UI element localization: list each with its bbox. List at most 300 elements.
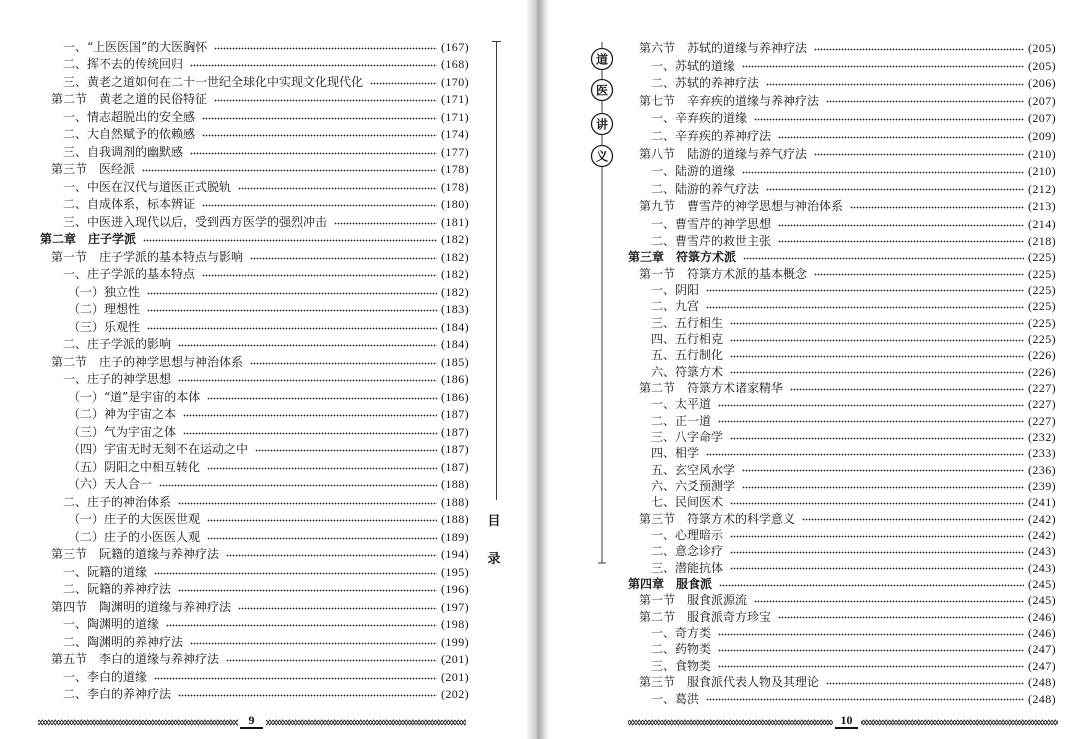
toc-item-entry <box>545 314 1056 330</box>
toc-entry-title: 二、辛弃疾的养神疗法 <box>651 128 772 143</box>
toc-subitem-entry <box>0 476 469 494</box>
page-number: 9 <box>240 714 263 729</box>
toc-entry-page-number: (243) <box>1028 560 1056 575</box>
toc-entry-page-number: (226) <box>1028 364 1056 379</box>
toc-entry-title: 一、心理暗示 <box>651 528 724 543</box>
toc-item-entry <box>545 162 1056 180</box>
toc-entry-page-number: (248) <box>1028 691 1056 706</box>
dot-leader <box>790 380 1024 396</box>
side-rule <box>496 41 497 500</box>
toc-entry-page-number: (242) <box>1028 528 1056 543</box>
toc-entry-page-number: (189) <box>441 529 469 544</box>
toc-entry-title: 第二节 符箓方术诸家精华 <box>639 380 784 395</box>
dot-leader <box>706 690 1024 706</box>
toc-entry-title: 第三节 服食派代表人物及其理论 <box>639 675 820 690</box>
toc-entry-title: 一、陆游的道缘 <box>651 164 736 179</box>
toc-entry-title: 第九节 曹雪芹的神学思想与神治体系 <box>639 199 844 214</box>
dot-leader <box>766 180 1024 198</box>
toc-entry-page-number: (167) <box>441 39 469 54</box>
toc-section-entry <box>0 91 469 109</box>
toc-entry-title: 第三节 阮籍的道缘与养神疗法 <box>51 547 220 562</box>
dot-leader <box>178 493 437 511</box>
dot-leader <box>814 145 1024 163</box>
dot-leader <box>730 331 1024 347</box>
toc-entry-page-number: (178) <box>441 179 469 194</box>
toc-item-entry <box>545 298 1056 314</box>
toc-entry-title: 二、正一道 <box>651 413 712 428</box>
toc-entry-title: 二、苏轼的养神疗法 <box>651 76 760 91</box>
toc-entry-page-number: (184) <box>441 319 469 334</box>
toc-entry-page-number: (225) <box>1028 282 1056 297</box>
toc-entry-title: 二、大自然赋予的依赖感 <box>63 127 196 142</box>
badge-char: 义 <box>595 149 609 164</box>
toc-item-entry <box>0 336 469 354</box>
dot-leader <box>706 282 1024 298</box>
toc-item-entry <box>545 462 1056 478</box>
toc-entry-page-number: (171) <box>441 109 469 124</box>
toc-entry-title: 第三节 符箓方术的科学意义 <box>639 511 796 526</box>
toc-item-entry <box>0 493 469 511</box>
toc-item-entry <box>0 686 469 704</box>
toc-entry-page-number: (181) <box>441 214 469 229</box>
dot-leader <box>730 543 1024 559</box>
toc-item-entry <box>545 543 1056 559</box>
dot-leader <box>742 57 1024 75</box>
toc-item-entry <box>545 641 1056 657</box>
toc-entry-page-number: (188) <box>441 494 469 509</box>
toc-subitem-entry <box>0 423 469 441</box>
toc-entry-title: 二、李白的养神疗法 <box>63 687 172 702</box>
badge-char: 道 <box>595 52 609 67</box>
dot-leader <box>207 388 437 406</box>
toc-entry-title: 五、五行制化 <box>651 348 724 363</box>
toc-entry-title: 三、黄老之道如何在二十一世纪全球化中实现文化现代化 <box>63 74 364 89</box>
dot-leader <box>143 231 437 249</box>
toc-entry-page-number: (245) <box>1028 593 1056 608</box>
toc-subitem-entry <box>0 283 469 301</box>
dot-leader <box>202 126 437 144</box>
toc-entry-page-number: (174) <box>441 127 469 142</box>
toc-entry-page-number: (239) <box>1028 479 1056 494</box>
toc-entry-title: 第三节 医经派 <box>51 162 136 177</box>
toc-item-entry <box>0 563 469 581</box>
dot-leader <box>202 266 437 284</box>
dot-leader <box>778 215 1024 233</box>
dot-leader <box>190 143 437 161</box>
toc-subitem-entry <box>0 511 469 529</box>
toc-chapter-entry <box>545 576 1056 592</box>
toc-entry-page-number: (236) <box>1028 462 1056 477</box>
toc-item-entry <box>0 108 469 126</box>
toc-entry-title: 三、自我调剂的幽默感 <box>63 144 184 159</box>
toc-section-entry <box>545 609 1056 625</box>
toc-entry-page-number: (247) <box>1028 642 1056 657</box>
toc-entry-title: （五）阴阳之中相互转化 <box>68 459 201 474</box>
toc-entry-title: 第五节 李白的道缘与养神疗法 <box>51 652 220 667</box>
toc-entry-title: 三、五行相生 <box>651 315 724 330</box>
dot-leader <box>190 633 437 651</box>
toc-section-entry <box>545 92 1056 110</box>
toc-entry-page-number: (168) <box>441 57 469 72</box>
toc-entry-page-number: (248) <box>1028 675 1056 690</box>
toc-entry-title: 第二节 庄子的神学思想与神治体系 <box>51 354 244 369</box>
toc-section-entry <box>545 39 1056 57</box>
dot-leader <box>718 625 1024 641</box>
toc-entry-page-number: (214) <box>1028 216 1056 231</box>
toc-item-entry <box>0 56 469 74</box>
toc-item-entry <box>545 625 1056 641</box>
dot-leader <box>178 686 437 704</box>
toc-entry-page-number: (227) <box>1028 413 1056 428</box>
dot-leader <box>742 462 1024 478</box>
dot-leader <box>250 248 437 266</box>
dot-leader <box>718 641 1024 657</box>
toc-entry-title: 第七节 辛弃疾的道缘与养神疗法 <box>639 93 820 108</box>
dot-leader <box>226 651 437 669</box>
toc-entry-page-number: (241) <box>1028 495 1056 510</box>
toc-entry-title: 第二节 服食派奇方珍宝 <box>639 609 772 624</box>
toc-entry-page-number: (232) <box>1028 430 1056 445</box>
toc-item-entry <box>545 74 1056 92</box>
toc-entry-page-number: (225) <box>1028 250 1056 265</box>
toc-item-entry <box>545 690 1056 706</box>
toc-item-entry <box>545 215 1056 233</box>
toc-entry-title: 第六节 苏轼的道缘与养神疗法 <box>639 40 808 55</box>
dot-leader <box>743 249 1024 265</box>
toc-entry-page-number: (246) <box>1028 609 1056 624</box>
toc-item-entry <box>0 143 469 161</box>
toc-entry-title: 一、阮籍的道缘 <box>63 564 148 579</box>
dot-leader <box>147 301 437 319</box>
dot-leader <box>754 592 1024 608</box>
toc-item-entry <box>545 347 1056 363</box>
table-of-contents-left <box>0 38 469 703</box>
dot-leader <box>718 413 1024 429</box>
dot-leader <box>814 39 1024 57</box>
toc-entry-title: （三）乐观性 <box>68 319 141 334</box>
dot-leader <box>250 353 437 371</box>
toc-item-entry <box>545 331 1056 347</box>
dot-leader <box>730 527 1024 543</box>
toc-entry-title: 第一节 符箓方术派的基本概念 <box>639 266 808 281</box>
toc-entry-title: 一、中医在汉代与道医正式脱轨 <box>63 179 232 194</box>
toc-entry-page-number: (177) <box>441 144 469 159</box>
dot-leader <box>802 511 1024 527</box>
toc-entry-title: 二、庄子学派的影响 <box>63 337 172 352</box>
dot-leader <box>214 38 437 56</box>
toc-entry-title: 第二章 庄子学派 <box>40 232 137 247</box>
toc-entry-title: 二、阮籍的养神疗法 <box>63 582 172 597</box>
toc-entry-page-number: (247) <box>1028 658 1056 673</box>
toc-entry-page-number: (199) <box>441 634 469 649</box>
dot-leader <box>214 91 437 109</box>
toc-item-entry <box>545 363 1056 379</box>
dot-leader <box>718 658 1024 674</box>
footer-chain-band <box>861 719 1058 726</box>
toc-entry-page-number: (180) <box>441 197 469 212</box>
left-page <box>0 0 526 739</box>
toc-entry-page-number: (185) <box>441 354 469 369</box>
toc-section-entry <box>0 353 469 371</box>
toc-entry-page-number: (182) <box>441 267 469 282</box>
dot-leader <box>742 162 1024 180</box>
right-page <box>545 0 1083 739</box>
toc-entry-title: （二）庄子的小医医人观 <box>68 529 201 544</box>
dot-leader <box>154 668 437 686</box>
toc-entry-page-number: (170) <box>441 74 469 89</box>
toc-entry-page-number: (187) <box>441 407 469 422</box>
dot-leader <box>154 563 437 581</box>
footer-chain-band <box>628 719 833 726</box>
toc-entry-title: 七、民间医术 <box>651 495 724 510</box>
toc-section-entry <box>545 198 1056 216</box>
toc-entry-title: 六、六爻预测学 <box>651 479 736 494</box>
toc-entry-title: 二、庄子的神治体系 <box>63 494 172 509</box>
toc-entry-page-number: (186) <box>441 389 469 404</box>
toc-item-entry <box>545 396 1056 412</box>
toc-subitem-entry <box>0 301 469 319</box>
contents-label-char: 录 <box>487 552 501 567</box>
toc-section-entry <box>0 161 469 179</box>
toc-section-entry <box>545 145 1056 163</box>
toc-entry-title: 六、符箓方术 <box>651 364 724 379</box>
toc-item-entry <box>545 282 1056 298</box>
toc-section-entry <box>545 380 1056 396</box>
toc-entry-page-number: (218) <box>1028 233 1056 248</box>
dot-leader <box>207 511 437 529</box>
toc-entry-title: 一、“上医医国”的大医胸怀 <box>63 39 208 54</box>
dot-leader <box>334 213 437 231</box>
toc-entry-page-number: (243) <box>1028 544 1056 559</box>
dot-leader <box>730 347 1024 363</box>
toc-item-entry <box>0 266 469 284</box>
toc-section-entry <box>545 592 1056 608</box>
toc-chapter-entry <box>545 249 1056 265</box>
toc-entry-title: （一）庄子的大医医世观 <box>68 512 201 527</box>
toc-entry-title: 一、陶渊明的道缘 <box>63 617 160 632</box>
toc-entry-page-number: (212) <box>1028 181 1056 196</box>
dot-leader <box>142 161 437 179</box>
toc-entry-page-number: (207) <box>1028 111 1056 126</box>
toc-item-entry <box>545 527 1056 543</box>
toc-entry-page-number: (184) <box>441 337 469 352</box>
toc-entry-page-number: (187) <box>441 424 469 439</box>
toc-item-entry <box>545 478 1056 494</box>
toc-entry-page-number: (206) <box>1028 76 1056 91</box>
toc-entry-title: 一、庄子学派的基本特点 <box>63 267 196 282</box>
dot-leader <box>730 494 1024 510</box>
toc-entry-page-number: (194) <box>441 547 469 562</box>
toc-entry-title: （六）天人合一 <box>68 477 153 492</box>
dot-leader <box>706 298 1024 314</box>
toc-entry-page-number: (225) <box>1028 331 1056 346</box>
toc-entry-title: 三、八字命学 <box>651 430 724 445</box>
toc-section-entry <box>545 511 1056 527</box>
toc-entry-page-number: (195) <box>441 564 469 579</box>
dot-leader <box>178 336 437 354</box>
toc-entry-title: （一）“道”是宇宙的本体 <box>68 389 201 404</box>
toc-section-entry <box>0 598 469 616</box>
dot-leader <box>202 108 437 126</box>
dot-leader <box>778 609 1024 625</box>
toc-section-entry <box>0 546 469 564</box>
toc-entry-page-number: (245) <box>1028 577 1056 592</box>
toc-entry-title: 三、潜能抗体 <box>651 560 724 575</box>
toc-subitem-entry <box>0 406 469 424</box>
toc-section-entry <box>0 248 469 266</box>
dot-leader <box>178 371 437 389</box>
toc-entry-page-number: (225) <box>1028 299 1056 314</box>
toc-entry-title: 二、自成体系，标本辨证 <box>63 197 196 212</box>
toc-entry-page-number: (187) <box>441 459 469 474</box>
toc-item-entry <box>0 38 469 56</box>
dot-leader <box>147 318 437 336</box>
toc-item-entry <box>545 560 1056 576</box>
toc-entry-title: （二）理想性 <box>68 302 141 317</box>
toc-entry-title: 二、陆游的养气疗法 <box>651 181 760 196</box>
toc-entry-title: 第四章 服食派 <box>628 577 713 592</box>
toc-item-entry <box>545 110 1056 128</box>
toc-entry-title: （四）宇宙无时无刻不在运动之中 <box>68 442 249 457</box>
toc-entry-title: 一、李白的道缘 <box>63 669 148 684</box>
toc-entry-page-number: (209) <box>1028 128 1056 143</box>
toc-item-entry <box>0 178 469 196</box>
footer-chain-band <box>266 719 466 726</box>
toc-chapter-entry <box>0 231 469 249</box>
toc-entry-page-number: (227) <box>1028 380 1056 395</box>
toc-entry-page-number: (196) <box>441 582 469 597</box>
toc-item-entry <box>0 581 469 599</box>
toc-entry-page-number: (182) <box>441 249 469 264</box>
dot-leader <box>742 478 1024 494</box>
dot-leader <box>706 445 1024 461</box>
toc-entry-title: 一、太平道 <box>651 397 712 412</box>
toc-section-entry <box>0 651 469 669</box>
toc-entry-title: 二、曹雪芹的救世主张 <box>651 233 772 248</box>
toc-entry-page-number: (201) <box>441 669 469 684</box>
toc-entry-page-number: (187) <box>441 442 469 457</box>
toc-entry-page-number: (205) <box>1028 58 1056 73</box>
toc-subitem-entry <box>0 458 469 476</box>
dot-leader <box>814 265 1024 281</box>
toc-item-entry <box>0 73 469 91</box>
toc-item-entry <box>545 445 1056 461</box>
toc-item-entry <box>0 616 469 634</box>
toc-entry-title: 一、阴阳 <box>651 282 700 297</box>
toc-item-entry <box>0 633 469 651</box>
toc-entry-page-number: (205) <box>1028 40 1056 55</box>
toc-entry-title: 一、情志超脱出的安全感 <box>63 109 196 124</box>
toc-entry-page-number: (225) <box>1028 315 1056 330</box>
dot-leader <box>826 92 1024 110</box>
badge-char: 医 <box>595 83 609 98</box>
dot-leader <box>207 528 437 546</box>
toc-entry-page-number: (227) <box>1028 397 1056 412</box>
dot-leader <box>730 314 1024 330</box>
toc-entry-title: 一、葛洪 <box>651 691 700 706</box>
toc-item-entry <box>545 127 1056 145</box>
dot-leader <box>178 581 437 599</box>
toc-entry-page-number: (182) <box>441 232 469 247</box>
toc-entry-page-number: (171) <box>441 92 469 107</box>
toc-item-entry <box>0 196 469 214</box>
footer-ornament <box>0 712 526 736</box>
dot-leader <box>730 560 1024 576</box>
dot-leader <box>166 616 437 634</box>
toc-entry-title: 第四节 陶渊明的道缘与养神疗法 <box>51 599 232 614</box>
toc-entry-title: 第一节 庄子学派的基本特点与影响 <box>51 249 244 264</box>
dot-leader <box>190 56 437 74</box>
toc-entry-page-number: (178) <box>441 162 469 177</box>
toc-entry-page-number: (226) <box>1028 348 1056 363</box>
toc-subitem-entry <box>0 388 469 406</box>
toc-entry-page-number: (225) <box>1028 266 1056 281</box>
dot-leader <box>766 74 1024 92</box>
toc-item-entry <box>0 126 469 144</box>
toc-entry-title: 第二节 黄老之道的民俗特征 <box>51 92 208 107</box>
dot-leader <box>718 396 1024 412</box>
badge-char: 讲 <box>595 117 609 132</box>
toc-entry-title: （二）神为宇宙之本 <box>68 407 177 422</box>
dot-leader <box>730 363 1024 379</box>
toc-item-entry <box>545 233 1056 249</box>
dot-leader <box>238 178 437 196</box>
footer-ornament <box>545 712 1065 736</box>
toc-subitem-entry <box>0 318 469 336</box>
toc-entry-page-number: (233) <box>1028 446 1056 461</box>
toc-item-entry <box>545 413 1056 429</box>
toc-entry-page-number: (246) <box>1028 626 1056 641</box>
toc-item-entry <box>545 429 1056 445</box>
toc-entry-page-number: (210) <box>1028 146 1056 161</box>
toc-item-entry <box>0 668 469 686</box>
contents-label-char: 目 <box>487 514 501 529</box>
toc-entry-page-number: (213) <box>1028 199 1056 214</box>
toc-entry-title: 二、挥不去的传统回归 <box>63 57 184 72</box>
toc-entry-title: 一、奇方类 <box>651 626 712 641</box>
dot-leader <box>850 198 1024 216</box>
toc-section-entry <box>545 265 1056 281</box>
toc-entry-page-number: (198) <box>441 617 469 632</box>
toc-entry-title: 二、陶渊明的养神疗法 <box>63 634 184 649</box>
toc-entry-title: （三）气为宇宙之体 <box>68 424 177 439</box>
dot-leader <box>147 283 437 301</box>
dot-leader <box>778 233 1024 249</box>
toc-item-entry <box>545 57 1056 75</box>
toc-entry-title: 第三章 符箓方术派 <box>628 250 737 265</box>
dot-leader <box>202 196 437 214</box>
toc-entry-page-number: (188) <box>441 512 469 527</box>
dot-leader <box>226 546 437 564</box>
dot-leader <box>754 110 1024 128</box>
toc-item-entry <box>545 180 1056 198</box>
page-number: 10 <box>835 714 858 729</box>
dot-leader <box>778 127 1024 145</box>
toc-entry-title: 一、苏轼的道缘 <box>651 58 736 73</box>
toc-entry-page-number: (242) <box>1028 511 1056 526</box>
toc-entry-page-number: (210) <box>1028 164 1056 179</box>
toc-entry-title: （一）独立性 <box>68 284 141 299</box>
toc-entry-title: 一、辛弃疾的道缘 <box>651 111 748 126</box>
toc-entry-page-number: (188) <box>441 477 469 492</box>
toc-entry-page-number: (201) <box>441 652 469 667</box>
toc-entry-page-number: (182) <box>441 284 469 299</box>
dot-leader <box>183 406 437 424</box>
toc-entry-title: 第八节 陆游的道缘与养气疗法 <box>639 146 808 161</box>
dot-leader <box>730 429 1024 445</box>
toc-section-entry <box>545 674 1056 690</box>
table-of-contents-right <box>545 39 1056 707</box>
